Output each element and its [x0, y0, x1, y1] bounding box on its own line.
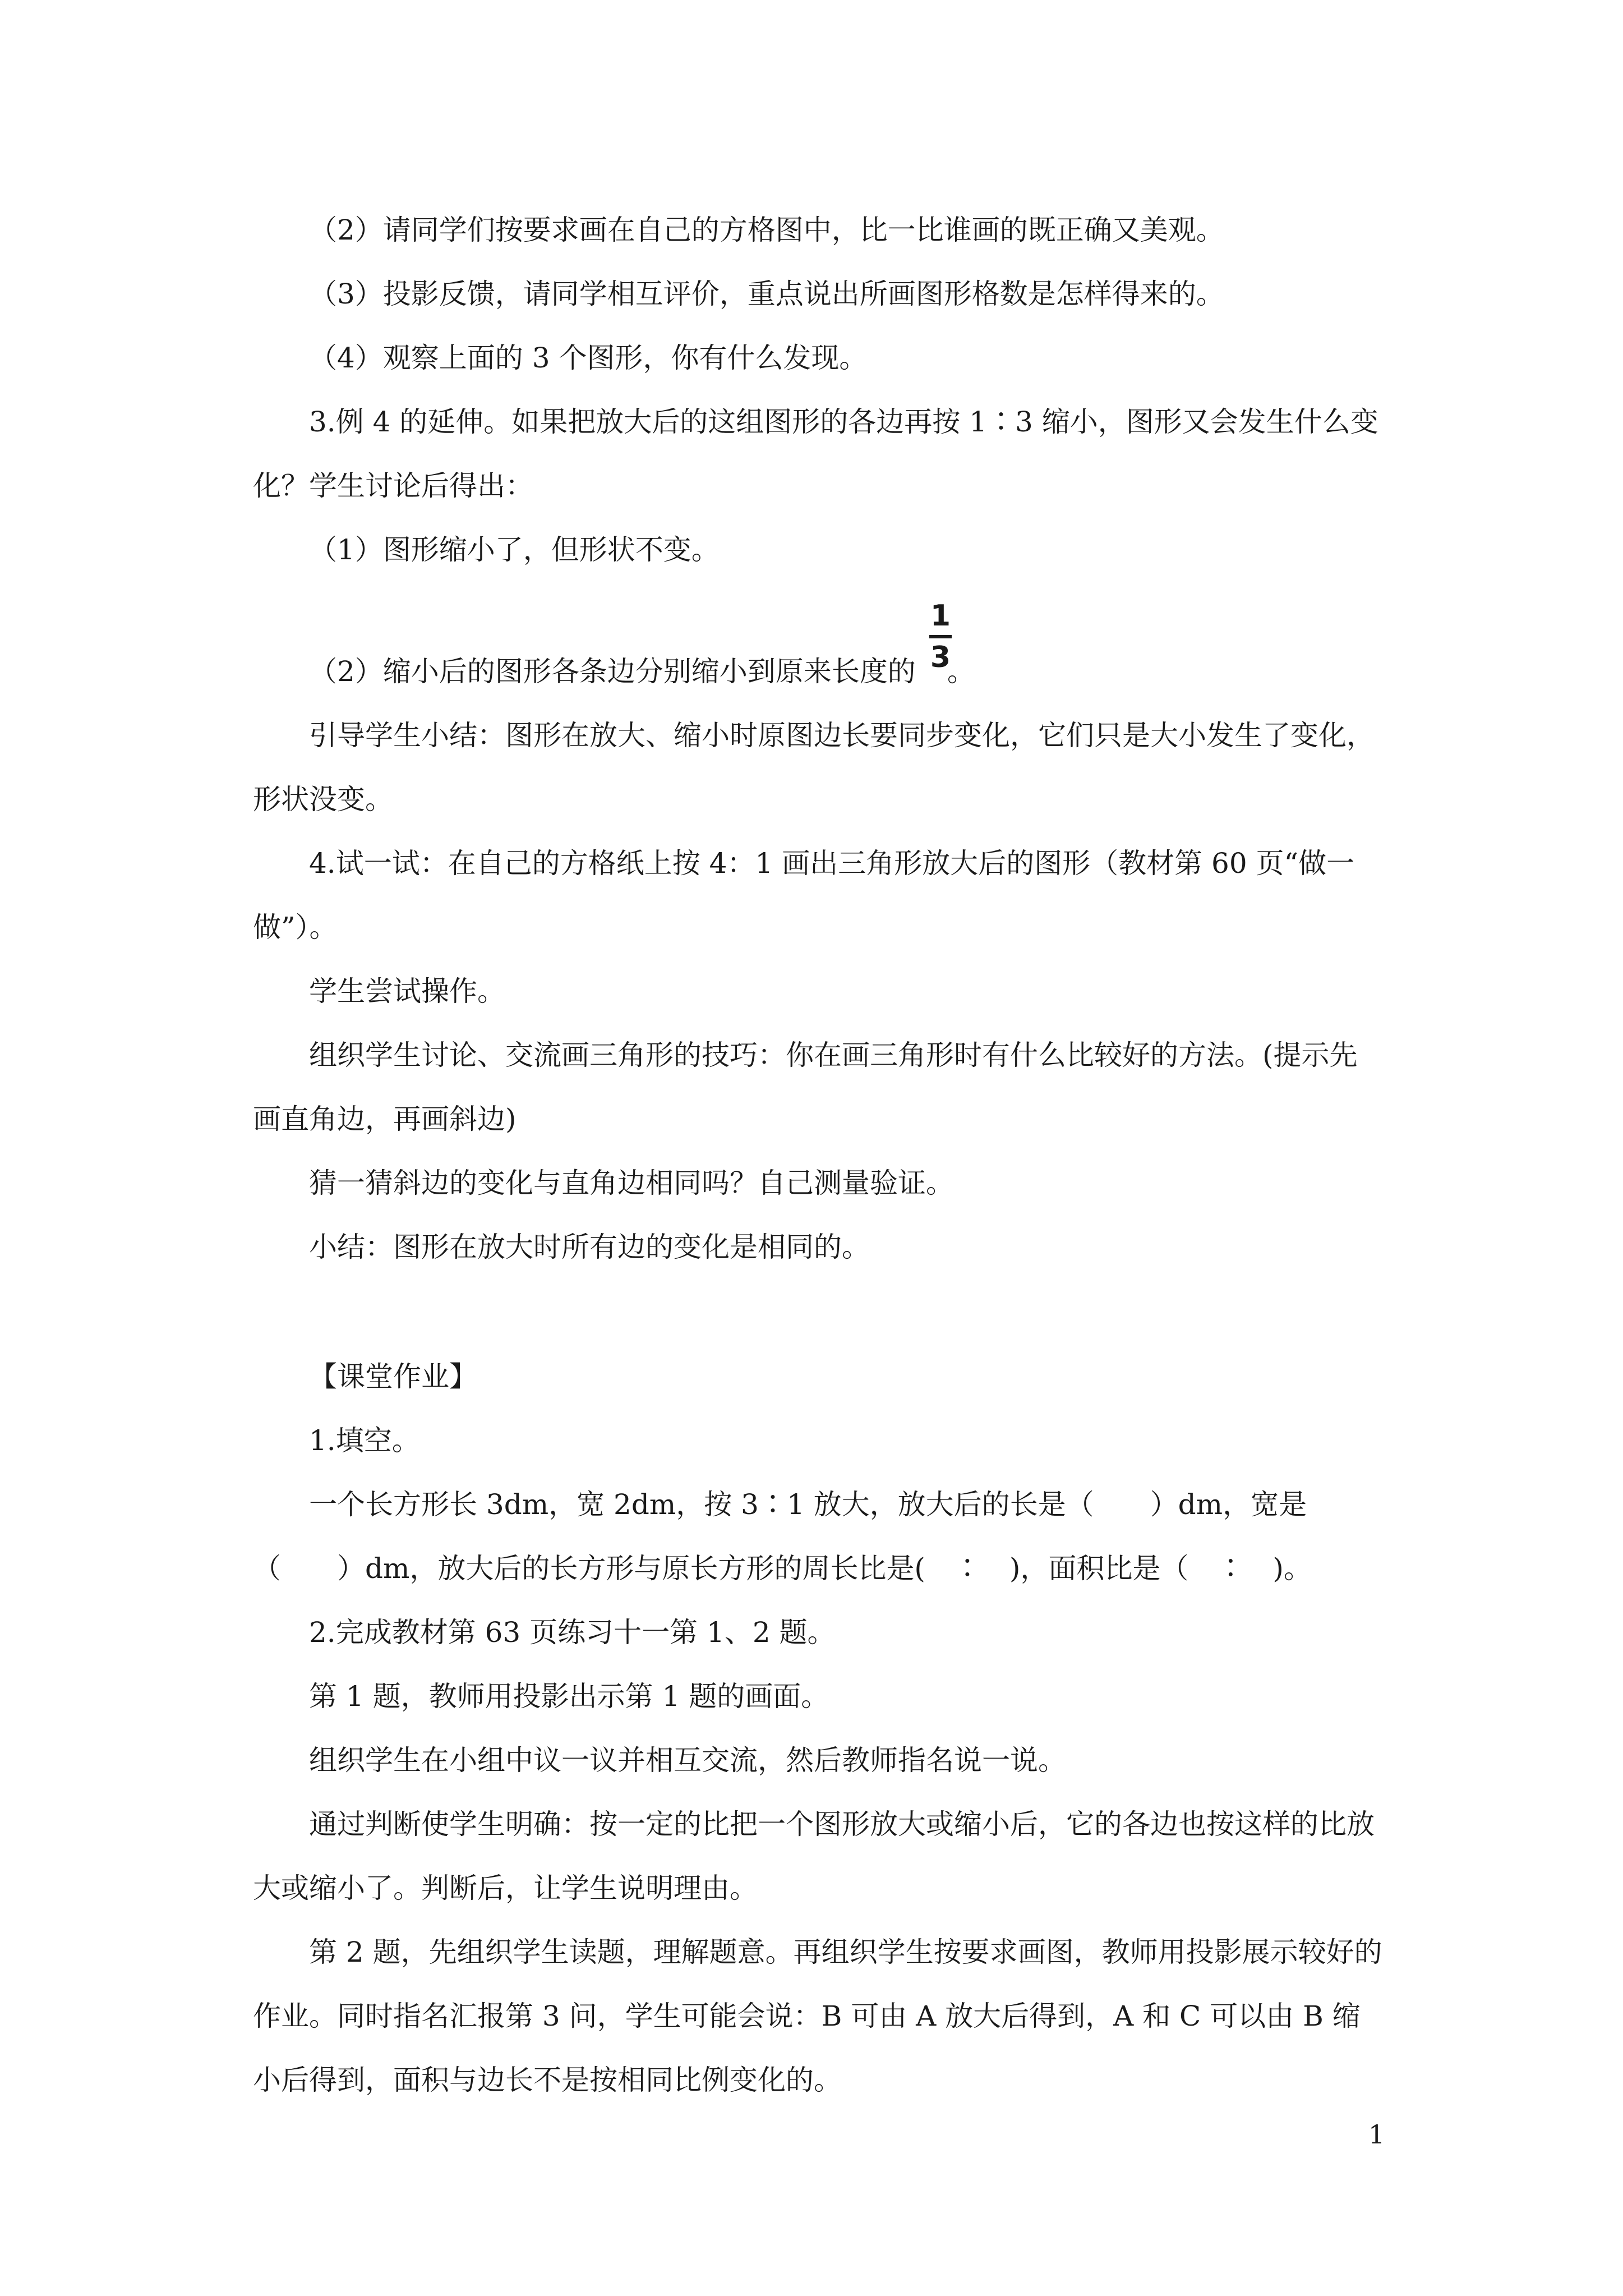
page-number: 1	[1368, 2119, 1385, 2150]
paragraph-shrink-result-2	[253, 639, 1383, 703]
paragraph-step-2: （2）请同学们按要求画在自己的方格图中，比一比谁画的既正确又美观。	[309, 214, 1224, 246]
fraction-bar	[929, 635, 952, 638]
fraction-denominator: 3	[930, 641, 951, 674]
paragraph-student-try: 学生尝试操作。	[309, 975, 505, 1007]
paragraph-question-2: 第 2 题，先组织学生读题，理解题意。再组织学生按要求画图，教师用投影展示较好的作业。同时指名汇报第 3 问，学生可能会说：B 可由 A 放大后得到，A 和 C 可以由 B 缩小后得到，面积与边长不是按相同比例变化的。	[253, 1936, 1382, 2096]
paragraph-fill-blank-title: 1.填空。	[309, 1424, 420, 1457]
paragraph-guided-summary: 引导学生小结：图形在放大、缩小时原图边长要同步变化，它们只是大小发生了变化，形状没变。	[253, 719, 1375, 816]
paragraph-triangle-discussion: 组织学生讨论、交流画三角形的技巧：你在画三角形时有什么比较好的方法。(提示先画直角边，再画斜边)	[253, 1039, 1358, 1135]
paragraph-group-discussion: 组织学生在小组中议一议并相互交流，然后教师指名说一说。	[309, 1744, 1066, 1777]
paragraph-question-1: 第 1 题，教师用投影出示第 1 题的画面。	[309, 1680, 829, 1713]
paragraph-example-extension: 3.例 4 的延伸。如果把放大后的这组图形的各边再按 1∶3 缩小，图形又会发生什么变化？学生讨论后得出：	[253, 406, 1378, 502]
paragraph-judgement: 通过判断使学生明确：按一定的比把一个图形放大或缩小后，它的各边也按这样的比放大或缩小了。判断后，让学生说明理由。	[253, 1808, 1375, 1904]
fraction-one-third	[928, 601, 953, 678]
paragraph-guess-hypotenuse: 猜一猜斜边的变化与直角边相同吗？自己测量验证。	[309, 1167, 954, 1199]
fraction-numerator: 1	[930, 599, 951, 633]
paragraph-exercise-11: 2.完成教材第 63 页练习十一第 1、2 题。	[309, 1616, 836, 1649]
paragraph-shrink-result-2-end: 。	[947, 655, 975, 688]
paragraph-fill-blank-question: 一个长方形长 3dm，宽 2dm，按 3∶1 放大，放大后的长是（ ）dm，宽是（ ）dm，放大后的长方形与原长方形的周长比是( ∶ )，面积比是（ ∶ )。	[253, 1488, 1312, 1585]
paragraph-shrink-result-2-text: （2）缩小后的图形各条边分别缩小到原来长度的	[309, 655, 916, 688]
paragraph-try-it: 4.试一试：在自己的方格纸上按 4：1 画出三角形放大后的图形（教材第 60 页“做一做”）。	[253, 847, 1355, 944]
paragraph-step-4: （4）观察上面的 3 个图形，你有什么发现。	[309, 342, 868, 374]
section-heading-classwork: 【课堂作业】	[309, 1360, 477, 1393]
paragraph-step-3: （3）投影反馈，请同学相互评价，重点说出所画图形格数是怎样得来的。	[309, 278, 1224, 310]
paragraph-summary: 小结：图形在放大时所有边的变化是相同的。	[309, 1231, 870, 1263]
paragraph-shrink-result-1: （1）图形缩小了，但形状不变。	[309, 533, 720, 566]
